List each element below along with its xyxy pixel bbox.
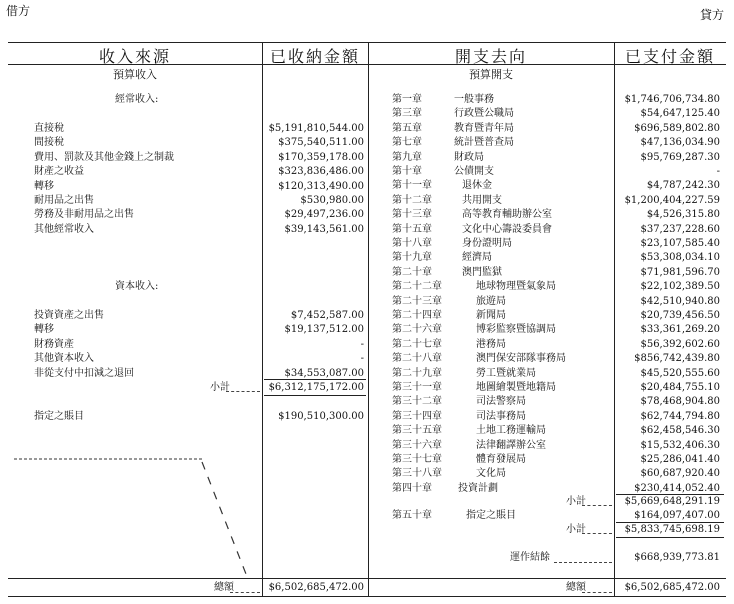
chapter-number: 第二十六章 — [392, 324, 442, 336]
chapter-value: $78,468,904.80 — [640, 396, 720, 408]
chapter-name: 共用開支 — [462, 194, 502, 206]
chapter-value: $20,484,755.10 — [640, 382, 720, 393]
chapter-value: $42,510,940.80 — [640, 295, 720, 307]
revenue-label: 轉移 — [34, 324, 54, 336]
chapter-value: $25,286,041.40 — [640, 454, 720, 465]
chapter-name: 司法事務局 — [476, 410, 526, 422]
chapter-value: $230,414,052.40 — [634, 482, 720, 494]
expenditure-subtotal-value: $5,669,648,291.19 — [624, 496, 720, 507]
revenue-label: 直接稅 — [34, 123, 64, 134]
chapter-number: 第三十四章 — [392, 410, 442, 422]
chapter-number: 第五章 — [392, 122, 422, 134]
chapter-number: 第十八章 — [392, 238, 432, 249]
expenditure-subtotal-label: 小計 — [566, 496, 586, 507]
chapter-name: 教育暨青年局 — [454, 122, 514, 134]
chapter-value: $23,107,585.40 — [640, 238, 720, 249]
chapter-number: 第二十章 — [392, 266, 432, 278]
chapter-value: $62,744,794.80 — [640, 410, 720, 422]
chapter-value: $20,739,456.50 — [640, 310, 720, 321]
chapter-number: 第二十三章 — [392, 295, 442, 307]
designated-accounts-value: $190,510,300.00 — [278, 411, 364, 422]
chapter-value: $95,769,287.30 — [640, 151, 720, 163]
revenue-label: 其他經常收入 — [34, 223, 94, 235]
revenue-value: $5,191,810,544.00 — [268, 123, 364, 134]
chapter-number: 第十九章 — [392, 252, 432, 264]
chapter-number: 第十二章 — [392, 194, 432, 206]
chapter-value: $62,458,546.30 — [640, 425, 720, 437]
revenue-value: - — [360, 338, 364, 350]
expenditure-subtotal2-label: 小計 — [566, 524, 586, 535]
paid-header: 已支付金額 — [624, 47, 715, 66]
revenue-label: 間接稅 — [34, 137, 64, 149]
chapter-value: $47,136,034.90 — [640, 137, 720, 149]
chapter-name: 澳門監獄 — [462, 266, 502, 278]
chapter-value: - — [716, 166, 720, 177]
expenditure-header: 開支去向 — [454, 47, 527, 66]
chapter-name: 文化局 — [476, 468, 506, 480]
income-source-header: 收入來源 — [98, 47, 171, 66]
revenue-value: $375,540,511.00 — [278, 137, 364, 149]
leader-dots — [226, 391, 260, 392]
cancellation-marks — [10, 452, 250, 577]
chapter-number: 第二十四章 — [392, 310, 442, 321]
chapter-name: 勞工暨就業局 — [476, 367, 536, 379]
col-divider-1 — [262, 42, 263, 597]
revenue-total-value: $6,502,685,472.00 — [268, 582, 364, 593]
chapter-number: 第三十六章 — [392, 439, 442, 451]
chapter-number: 第十章 — [392, 166, 422, 177]
chapter-value: $71,981,596.70 — [640, 266, 720, 278]
revenue-value: $7,452,587.00 — [290, 310, 364, 321]
chapter-name: 文化中心籌設委員會 — [462, 223, 552, 235]
chapter-number: 第四十章 — [392, 482, 432, 494]
revenue-label: 財務資產 — [34, 338, 74, 350]
table-top-rule — [8, 42, 726, 43]
revenue-subtotal-value: $6,312,175,172.00 — [268, 382, 364, 393]
leader-dots — [582, 505, 612, 506]
chapter-number: 第三十七章 — [392, 454, 442, 465]
revenue-label: 耐用品之出售 — [34, 195, 94, 206]
revenue-value: $323,836,486.00 — [278, 166, 364, 178]
leader-dots — [582, 533, 612, 534]
chapter-name: 一般事務 — [454, 94, 494, 105]
expenditure-total-value: $6,502,685,472.00 — [624, 582, 720, 593]
chapter-number: 第一章 — [392, 94, 422, 105]
received-header: 已收納金額 — [269, 47, 360, 66]
revenue-label: 投資資產之出售 — [34, 310, 104, 321]
revenue-subtotal-label: 小計 — [210, 382, 230, 393]
credit-label: 貸方 — [699, 8, 724, 22]
chapter-name: 財政局 — [454, 151, 484, 163]
operating-balance-value: $668,939,773.81 — [634, 552, 720, 563]
subtotal-rule — [264, 379, 366, 380]
chapter-name: 身份證明局 — [462, 238, 512, 249]
current-revenue-heading: 經常收入: — [115, 94, 159, 105]
chapter-number: 第二十二章 — [392, 281, 442, 293]
chapter-value: $696,589,802.80 — [634, 122, 720, 134]
chapter-name: 法律翻譯辦公室 — [476, 439, 546, 451]
chapter-value: $22,102,389.50 — [640, 281, 720, 293]
chapter-name: 土地工務運輸局 — [476, 425, 546, 437]
designated-accounts-label: 指定之賬目 — [34, 411, 84, 422]
chapter-value: $60,687,920.40 — [640, 468, 720, 480]
revenue-total-label: 總額 — [214, 582, 234, 593]
chapter-name: 港務局 — [476, 338, 506, 350]
subtotal-bottom-rule — [264, 395, 366, 396]
table-bottom-rule — [8, 596, 726, 597]
chapter-name: 博彩監察暨協調局 — [476, 324, 556, 336]
chapter-name: 澳門保安部隊事務局 — [476, 353, 566, 365]
chapter-name: 高等教育輔助辦公室 — [462, 209, 552, 221]
revenue-label: 財產之收益 — [34, 166, 84, 178]
chapter-value: $56,392,602.60 — [640, 338, 720, 350]
expenditure-total-label: 總額 — [566, 582, 586, 593]
revenue-value: $120,313,490.00 — [278, 180, 364, 192]
revenue-value: $29,497,236.00 — [284, 209, 364, 221]
revenue-label: 轉移 — [34, 180, 54, 192]
chapter-number: 第三十一章 — [392, 382, 442, 393]
revenue-value: $39,143,561.00 — [284, 223, 364, 235]
capital-revenue-heading: 資本收入: — [115, 281, 159, 292]
chapter-name: 新聞局 — [476, 310, 506, 321]
revenue-value: - — [360, 353, 364, 365]
revenue-label: 勞務及非耐用品之出售 — [34, 209, 134, 221]
chapter-name: 地球物理暨氣象局 — [476, 281, 556, 293]
chapter-name: 投資計劃 — [458, 482, 498, 494]
col-divider-2 — [368, 42, 369, 597]
chapter-name: 體育發展局 — [476, 454, 526, 465]
chapter-number: 第十五章 — [392, 223, 432, 235]
chapter-value: $164,097,407.00 — [634, 510, 720, 522]
chapter-number: 第五十章 — [392, 510, 432, 522]
chapter-name: 經濟局 — [462, 252, 492, 264]
chapter-number: 第二十七章 — [392, 338, 442, 350]
chapter-value: $856,742,439.80 — [634, 353, 720, 365]
chapter-name: 統計暨普查局 — [454, 137, 514, 149]
revenue-value: $34,553,087.00 — [284, 367, 364, 379]
chapter-value: $37,237,228.60 — [640, 223, 720, 235]
chapter-value: $4,787,242.30 — [646, 180, 720, 192]
revenue-value: $530,980.00 — [300, 195, 364, 206]
chapter-number: 第二十八章 — [392, 353, 442, 365]
chapter-name: 旅遊局 — [476, 295, 506, 307]
chapter-value: $15,532,406.30 — [640, 439, 720, 451]
chapter-value: $4,526,315.80 — [646, 209, 720, 221]
budget-revenue-subtitle: 預算收入 — [113, 68, 157, 81]
expenditure-subtotal2-value: $5,833,745,698.19 — [624, 524, 720, 535]
revenue-label: 其他資本收入 — [34, 353, 94, 365]
chapter-name: 地圖繪製暨地籍局 — [476, 382, 556, 393]
revenue-label: 非從支付中扣減之退回 — [34, 367, 134, 379]
chapter-number: 第三十五章 — [392, 425, 442, 437]
chapter-value: $54,647,125.40 — [640, 108, 720, 120]
revenue-label: 費用、罰款及其他金錢上之制裁 — [34, 151, 174, 163]
chapter-number: 第三章 — [392, 108, 422, 120]
chapter-value: $45,520,555.60 — [640, 367, 720, 379]
leader-dots — [554, 562, 612, 563]
chapter-number: 第九章 — [392, 151, 422, 163]
subtotal-bottom-rule — [616, 537, 724, 538]
total-rule — [8, 578, 726, 579]
chapter-value: $1,746,706,734.80 — [624, 94, 720, 105]
operating-balance-label: 運作結餘 — [510, 552, 550, 563]
chapter-value: $33,361,269.20 — [640, 324, 720, 336]
chapter-number: 第三十二章 — [392, 396, 442, 408]
chapter-number: 第十三章 — [392, 209, 432, 221]
chapter-number: 第三十八章 — [392, 468, 442, 480]
chapter-value: $1,200,404,227.59 — [624, 194, 720, 206]
budget-expenditure-subtitle: 預算開支 — [469, 68, 513, 81]
col-divider-3 — [614, 42, 615, 597]
chapter-name: 行政暨公職局 — [454, 108, 514, 120]
leader-dots — [230, 592, 260, 593]
leader-dots — [582, 592, 612, 593]
chapter-number: 第二十九章 — [392, 367, 442, 379]
chapter-name: 指定之賬目 — [466, 510, 516, 522]
chapter-number: 第七章 — [392, 137, 422, 149]
revenue-value: $19,137,512.00 — [284, 324, 364, 336]
chapter-value: $53,308,034.10 — [640, 252, 720, 264]
chapter-name: 司法警察局 — [476, 396, 526, 408]
chapter-number: 第十一章 — [392, 180, 432, 192]
debit-label: 借方 — [6, 4, 31, 18]
revenue-value: $170,359,178.00 — [278, 151, 364, 163]
chapter-name: 退休金 — [462, 180, 492, 192]
chapter-name: 公債開支 — [454, 166, 494, 177]
